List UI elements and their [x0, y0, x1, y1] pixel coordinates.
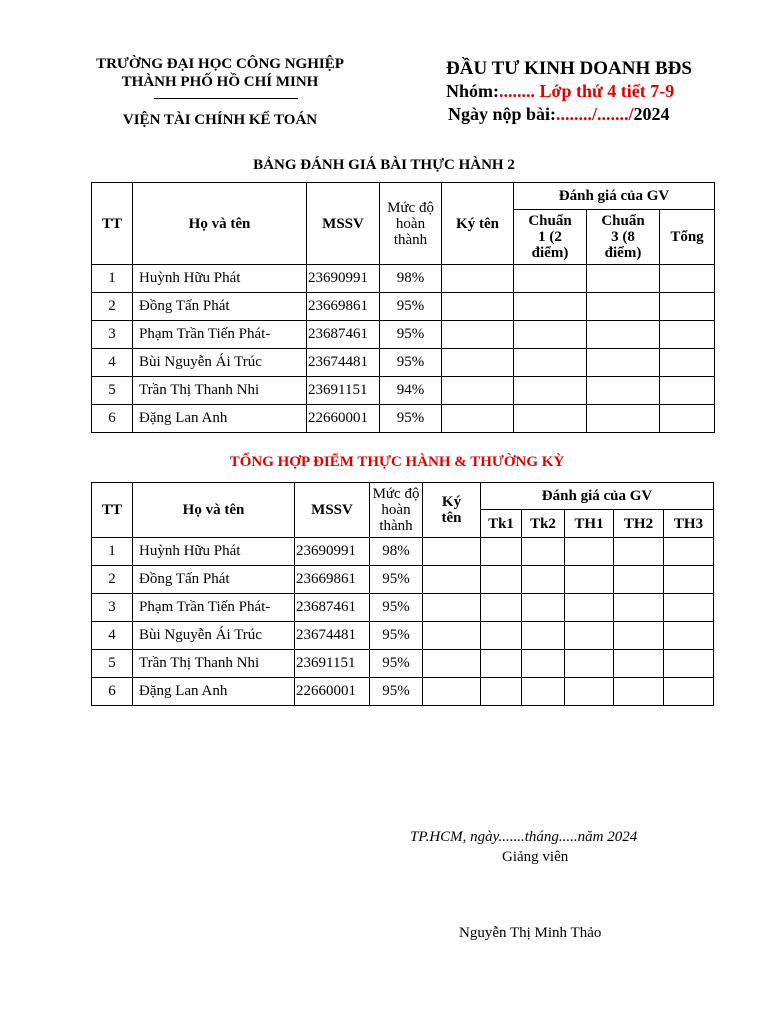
student-id-cell: 23669861 — [295, 566, 370, 594]
blank-grade-cell — [423, 594, 481, 622]
table-row — [92, 265, 715, 293]
blank-grade-cell — [514, 321, 587, 349]
signer-role: Giảng viên — [502, 849, 569, 865]
col-header-gv-evaluation: Đánh giá của GV — [514, 183, 715, 210]
blank-grade-cell — [565, 566, 614, 594]
blank-grade-cell — [660, 405, 715, 433]
col-header-total: Tổng — [660, 210, 715, 265]
due-blank: ......../......./ — [556, 104, 634, 124]
completion-cell: 95% — [380, 405, 442, 433]
col-header-signature: Ký tên — [442, 183, 514, 265]
blank-grade-cell — [522, 678, 565, 706]
completion-cell: 95% — [370, 650, 423, 678]
completion-cell: 95% — [380, 349, 442, 377]
blank-grade-cell — [565, 594, 614, 622]
student-name-cell: Đặng Lan Anh — [133, 405, 307, 433]
table-row — [92, 566, 714, 594]
table-row — [92, 405, 715, 433]
class-info: Lớp thứ 4 tiết 7-9 — [539, 81, 675, 101]
col-header-mssv: MSSV — [307, 183, 380, 265]
group-line — [446, 81, 674, 102]
col-header-gv-evaluation: Đánh giá của GV — [481, 483, 714, 510]
student-id-cell: 22660001 — [307, 405, 380, 433]
col-header-tk1: Tk1 — [481, 510, 522, 538]
completion-cell: 95% — [370, 678, 423, 706]
col-header-tt: TT — [92, 183, 133, 265]
blank-grade-cell — [565, 650, 614, 678]
col-header-th1: TH1 — [565, 510, 614, 538]
teacher-name: Nguyễn Thị Minh Thảo — [459, 925, 602, 941]
blank-grade-cell — [587, 405, 660, 433]
student-id-cell: 23674481 — [307, 349, 380, 377]
row-number-cell: 1 — [92, 538, 133, 566]
row-number-cell: 3 — [92, 594, 133, 622]
blank-grade-cell — [614, 678, 664, 706]
due-date-line — [448, 104, 670, 125]
blank-grade-cell — [423, 622, 481, 650]
table-row — [92, 678, 714, 706]
completion-cell: 95% — [380, 321, 442, 349]
due-label: Ngày nộp bài: — [448, 104, 557, 124]
blank-grade-cell — [614, 622, 664, 650]
blank-grade-cell — [614, 538, 664, 566]
col-header-criterion-1: Chuẩn 1 (2 điểm) — [514, 210, 587, 265]
table2-title: TỔNG HỢP ĐIỂM THỰC HÀNH & THƯỜNG KỲ — [229, 454, 565, 470]
blank-grade-cell — [481, 678, 522, 706]
blank-grade-cell — [522, 566, 565, 594]
row-number-cell: 6 — [92, 678, 133, 706]
blank-grade-cell — [514, 265, 587, 293]
completion-cell: 98% — [370, 538, 423, 566]
blank-grade-cell — [423, 678, 481, 706]
row-number-cell: 5 — [92, 377, 133, 405]
row-number-cell: 6 — [92, 405, 133, 433]
row-number-cell: 5 — [92, 650, 133, 678]
blank-grade-cell — [614, 594, 664, 622]
institute-name: VIỆN TÀI CHÍNH KẾ TOÁN — [122, 112, 318, 128]
completion-cell: 95% — [370, 622, 423, 650]
table-row — [92, 594, 714, 622]
blank-grade-cell — [565, 678, 614, 706]
blank-grade-cell — [522, 650, 565, 678]
blank-grade-cell — [442, 349, 514, 377]
blank-grade-cell — [660, 321, 715, 349]
student-id-cell: 23669861 — [307, 293, 380, 321]
student-name-cell: Trần Thị Thanh Nhi — [133, 377, 307, 405]
blank-grade-cell — [660, 349, 715, 377]
blank-grade-cell — [522, 538, 565, 566]
blank-grade-cell — [660, 265, 715, 293]
student-id-cell: 23687461 — [295, 594, 370, 622]
student-id-cell: 23690991 — [307, 265, 380, 293]
row-number-cell: 2 — [92, 566, 133, 594]
student-name-cell: Đồng Tấn Phát — [133, 566, 295, 594]
student-name-cell: Phạm Trần Tiến Phát- — [133, 594, 295, 622]
col-header-criterion-3: Chuẩn 3 (8 điểm) — [587, 210, 660, 265]
blank-grade-cell — [587, 349, 660, 377]
blank-grade-cell — [660, 377, 715, 405]
blank-grade-cell — [423, 538, 481, 566]
blank-grade-cell — [587, 265, 660, 293]
blank-grade-cell — [423, 650, 481, 678]
blank-grade-cell — [442, 405, 514, 433]
student-id-cell: 23687461 — [307, 321, 380, 349]
row-number-cell: 3 — [92, 321, 133, 349]
student-name-cell: Phạm Trần Tiến Phát- — [133, 321, 307, 349]
row-number-cell: 4 — [92, 349, 133, 377]
blank-grade-cell — [442, 293, 514, 321]
group-blank: ........ — [499, 81, 535, 101]
col-header-tk2: Tk2 — [522, 510, 565, 538]
due-year: 2024 — [633, 104, 670, 124]
table-row — [92, 622, 714, 650]
table-row — [92, 538, 714, 566]
blank-grade-cell — [614, 566, 664, 594]
col-header-completion: Mức độ hoàn thành — [370, 483, 423, 538]
col-header-completion: Mức độ hoàn thành — [380, 183, 442, 265]
student-name-cell: Trần Thị Thanh Nhi — [133, 650, 295, 678]
blank-grade-cell — [587, 321, 660, 349]
blank-grade-cell — [587, 293, 660, 321]
student-name-cell: Đặng Lan Anh — [133, 678, 295, 706]
blank-grade-cell — [481, 566, 522, 594]
completion-cell: 95% — [380, 293, 442, 321]
student-id-cell: 23674481 — [295, 622, 370, 650]
blank-grade-cell — [481, 622, 522, 650]
student-name-cell: Huỳnh Hữu Phát — [133, 538, 295, 566]
col-header-th3: TH3 — [664, 510, 714, 538]
col-header-name: Họ và tên — [133, 183, 307, 265]
blank-grade-cell — [664, 678, 714, 706]
student-name-cell: Bùi Nguyễn Ái Trúc — [133, 349, 307, 377]
col-header-tt: TT — [92, 483, 133, 538]
table-row — [92, 349, 715, 377]
blank-grade-cell — [522, 622, 565, 650]
summary-table — [91, 482, 714, 706]
blank-grade-cell — [514, 377, 587, 405]
completion-cell: 98% — [380, 265, 442, 293]
blank-grade-cell — [614, 650, 664, 678]
school-name — [60, 55, 380, 91]
student-name-cell: Đồng Tấn Phát — [133, 293, 307, 321]
row-number-cell: 1 — [92, 265, 133, 293]
student-name-cell: Bùi Nguyễn Ái Trúc — [133, 622, 295, 650]
blank-grade-cell — [565, 538, 614, 566]
blank-grade-cell — [481, 650, 522, 678]
student-id-cell: 22660001 — [295, 678, 370, 706]
school-divider — [154, 98, 298, 99]
col-header-th2: TH2 — [614, 510, 664, 538]
blank-grade-cell — [514, 349, 587, 377]
blank-grade-cell — [481, 538, 522, 566]
table-row — [92, 293, 715, 321]
student-id-cell: 23690991 — [295, 538, 370, 566]
blank-grade-cell — [565, 622, 614, 650]
place-date: TP.HCM, ngày.......tháng.....năm 2024 — [410, 829, 638, 845]
blank-grade-cell — [514, 293, 587, 321]
col-header-mssv: MSSV — [295, 483, 370, 538]
blank-grade-cell — [481, 594, 522, 622]
student-id-cell: 23691151 — [295, 650, 370, 678]
student-name-cell: Huỳnh Hữu Phát — [133, 265, 307, 293]
blank-grade-cell — [587, 377, 660, 405]
school-name-line1: TRƯỜNG ĐẠI HỌC CÔNG NGHIỆP — [96, 56, 344, 72]
blank-grade-cell — [660, 293, 715, 321]
group-label: Nhóm: — [446, 81, 499, 101]
blank-grade-cell — [522, 594, 565, 622]
table-row — [92, 650, 714, 678]
blank-grade-cell — [442, 377, 514, 405]
blank-grade-cell — [664, 538, 714, 566]
blank-grade-cell — [442, 321, 514, 349]
table-row — [92, 321, 715, 349]
summary-table-body — [92, 538, 714, 706]
row-number-cell: 4 — [92, 622, 133, 650]
blank-grade-cell — [423, 566, 481, 594]
row-number-cell: 2 — [92, 293, 133, 321]
completion-cell: 95% — [370, 566, 423, 594]
evaluation-table-body — [92, 265, 715, 433]
blank-grade-cell — [664, 650, 714, 678]
col-header-name: Họ và tên — [133, 483, 295, 538]
blank-grade-cell — [514, 405, 587, 433]
completion-cell: 95% — [370, 594, 423, 622]
table-row — [92, 377, 715, 405]
blank-grade-cell — [664, 566, 714, 594]
blank-grade-cell — [664, 622, 714, 650]
evaluation-table — [91, 182, 715, 433]
student-id-cell: 23691151 — [307, 377, 380, 405]
table1-title: BẢNG ĐÁNH GIÁ BÀI THỰC HÀNH 2 — [253, 157, 515, 173]
blank-grade-cell — [442, 265, 514, 293]
completion-cell: 94% — [380, 377, 442, 405]
school-name-line2: THÀNH PHỐ HỒ CHÍ MINH — [121, 74, 319, 90]
col-header-signature: Ký tên — [423, 483, 481, 538]
blank-grade-cell — [664, 594, 714, 622]
course-title: ĐẦU TƯ KINH DOANH BĐS — [446, 58, 692, 79]
